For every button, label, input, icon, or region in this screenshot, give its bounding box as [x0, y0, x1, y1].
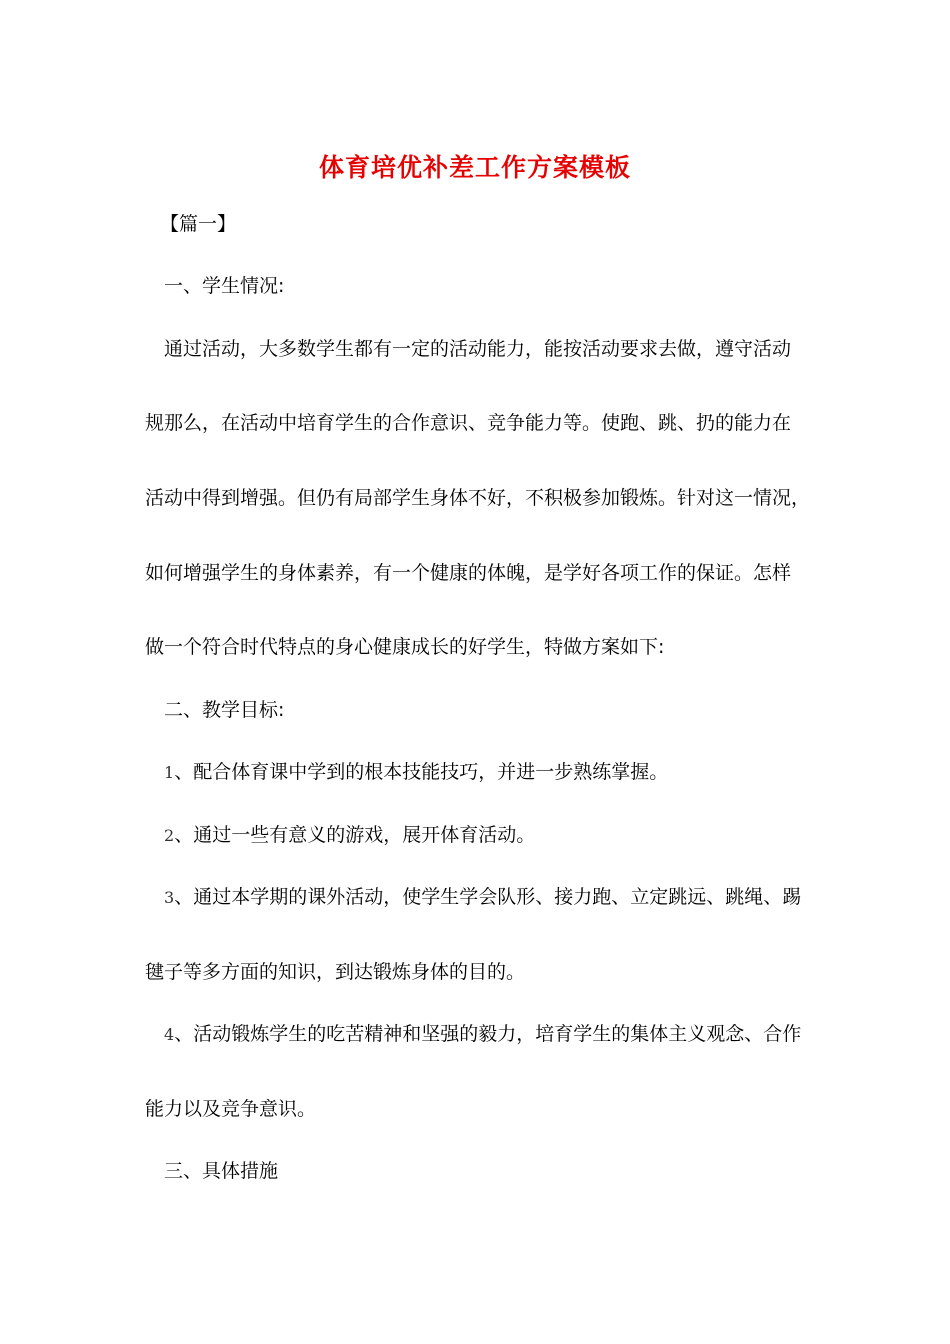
- paragraph-line: 规那么，在活动中培育学生的合作意识、竞争能力等。使跑、跳、扔的能力在: [145, 412, 792, 434]
- list-item: [164, 882, 801, 913]
- paragraph-line: 做一个符合时代特点的身心健康成长的好学生，特做方案如下:: [145, 636, 665, 658]
- list-item: [164, 820, 535, 851]
- document-title: 体育培优补差工作方案模板: [318, 153, 631, 182]
- section-heading-teaching-goals: 二、教学目标:: [164, 699, 285, 721]
- paragraph-line: 通过活动，大多数学生都有一定的活动能力，能按活动要求去做，遵守活动: [164, 338, 792, 360]
- list-item-text: 、活动锻炼学生的吃苦精神和坚强的毅力，培育学生的集体主义观念、合作: [174, 1023, 802, 1045]
- paragraph-line: 如何增强学生的身体素养，有一个健康的体魄，是学好各项工作的保证。怎样: [145, 562, 792, 584]
- list-item-number: 1: [164, 763, 175, 782]
- list-item-continuation: 能力以及竞争意识。: [145, 1098, 317, 1120]
- section-heading-student-situation: 一、学生情况:: [164, 275, 285, 297]
- list-item: [164, 757, 668, 788]
- section-heading-measures: 三、具体措施: [164, 1160, 279, 1182]
- paragraph-line: 活动中得到增强。但仍有局部学生身体不好，不积极参加锻炼。针对这一情况，: [145, 487, 811, 509]
- list-item-text: 、通过一些有意义的游戏，展开体育活动。: [174, 824, 536, 846]
- list-item-text: 、通过本学期的课外活动，使学生学会队形、接力跑、立定跳远、跳绳、踢: [174, 886, 802, 908]
- list-item: [164, 1019, 801, 1050]
- list-item-number: 2: [164, 826, 175, 845]
- list-item-continuation: 毽子等多方面的知识，到达锻炼身体的目的。: [145, 961, 526, 983]
- list-item-number: 3: [164, 888, 175, 907]
- list-item-number: 4: [164, 1025, 175, 1044]
- part-label: 【篇一】: [160, 213, 237, 235]
- list-item-text: 、配合体育课中学到的根本技能技巧，并进一步熟练掌握。: [174, 761, 669, 783]
